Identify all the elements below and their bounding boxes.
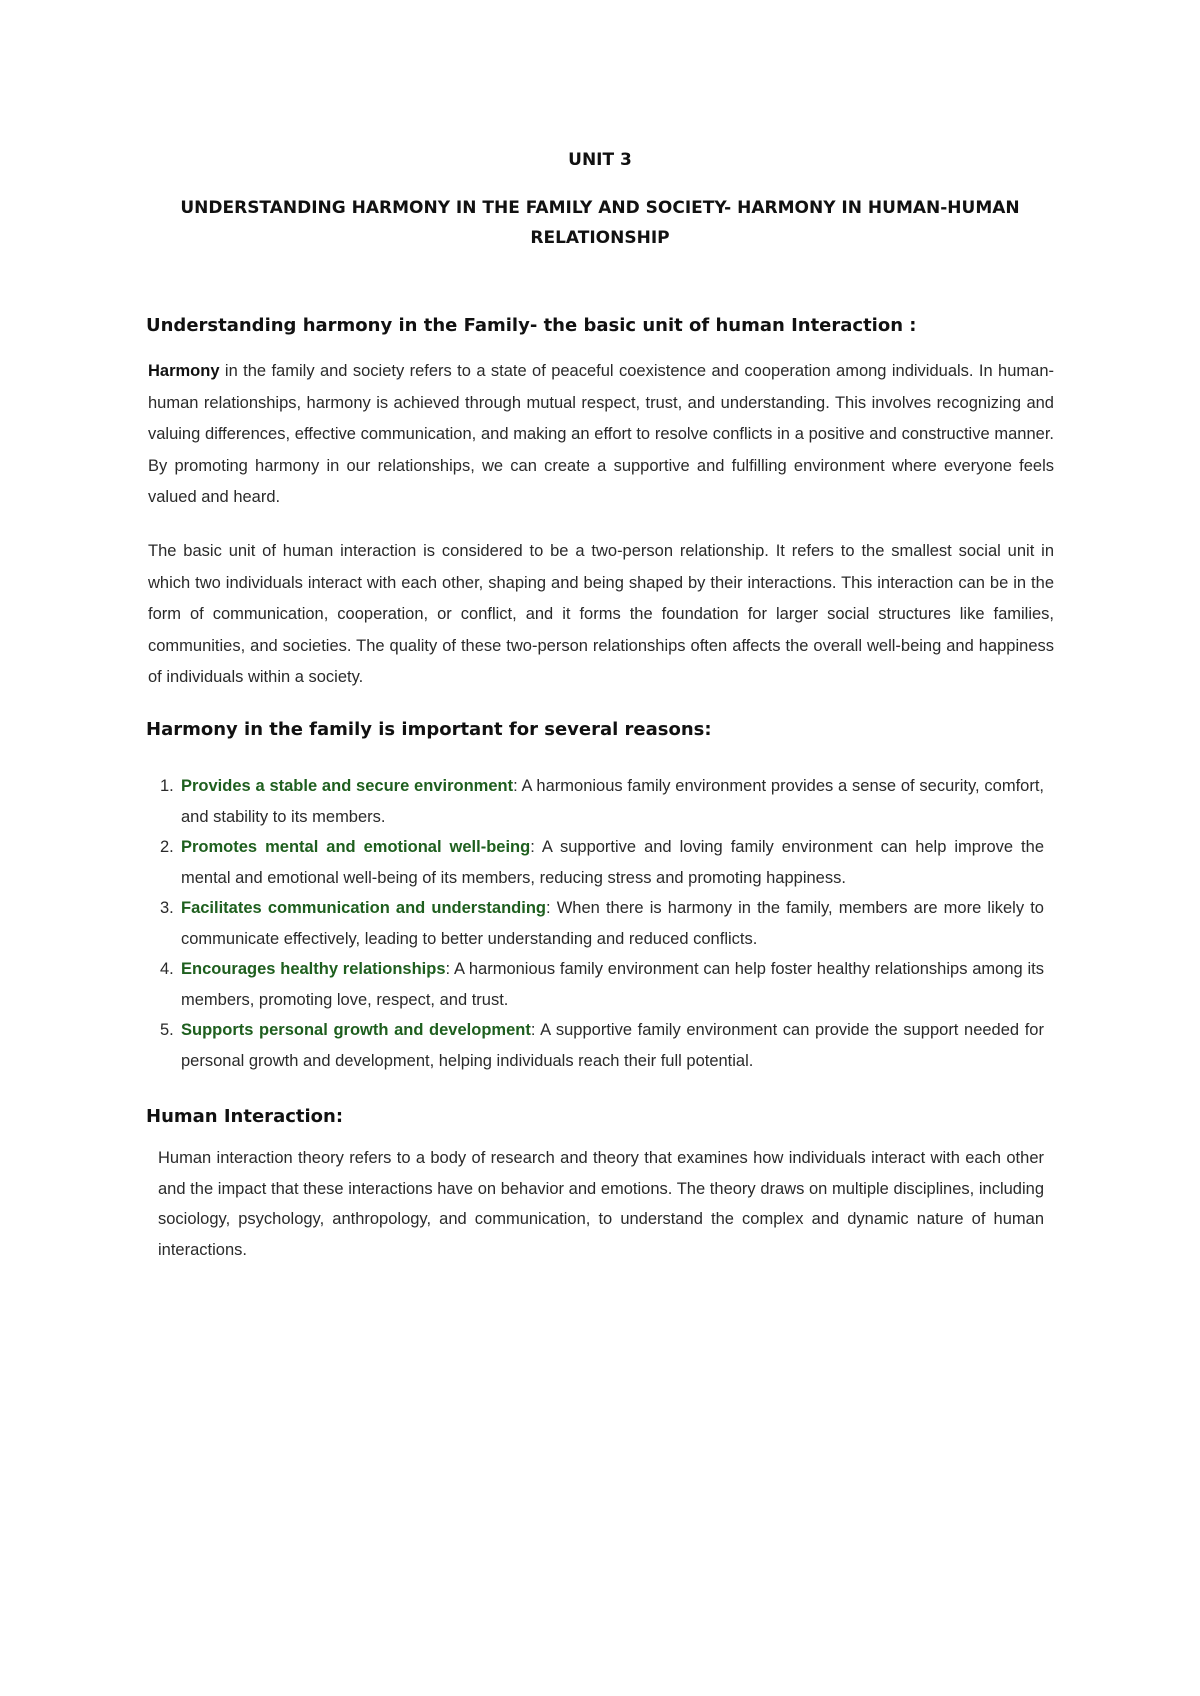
list-item-number: 2. — [160, 838, 174, 856]
list-item — [160, 954, 1044, 1015]
list-item-number: 4. — [160, 960, 174, 978]
harmony-lead-term: Harmony — [148, 362, 220, 380]
paragraph-human-interaction: Human interaction theory refers to a body of research and theory that examines how individuals interact with each other and the impact that these interactions have on behavior and emotions. The theory draws on multiple disciplines, including sociology, psychology, anthropology, and communication, to understand the complex and dynamic nature of human interactions. — [158, 1149, 1044, 1259]
paragraph-basic-unit: The basic unit of human interaction is considered to be a two-person relationship. It refers to the smallest social unit in which two individuals interact with each other, shaping and being shaped by their interactions. This interaction can be in the form of communication, cooperation, or conflict, and it forms the foundation for larger social structures like families, communities, and societies. The quality of these two-person relationships often affects the overall well-being and happiness of individuals within a society. — [148, 542, 1054, 686]
list-item — [160, 1015, 1044, 1076]
section-heading-human-interaction: Human Interaction: — [146, 1106, 344, 1127]
list-item-term: Facilitates communication and understanding — [181, 899, 546, 917]
section-heading-family-harmony: Understanding harmony in the Family- the basic unit of human Interaction : — [146, 315, 917, 336]
list-item-text: : A harmonious family environment provides a sense of security, comfort, and stability to its members. — [181, 777, 1044, 826]
list-item-text: : A supportive family environment can provide the support needed for personal growth and development, helping individuals reach their full potential. — [181, 1021, 1044, 1070]
harmony-definition-text: in the family and society refers to a state of peaceful coexistence and cooperation among individuals. In human-human relationships, harmony is achieved through mutual respect, trust, and understanding. This involves recognizing and valuing differences, effective communication, and making an effort to resolve conflicts in a positive and constructive manner. By promoting harmony in our relationships, we can create a supportive and fulfilling environment where everyone feels valued and heard. — [148, 362, 1054, 506]
list-item-number: 5. — [160, 1021, 174, 1039]
paragraph-harmony-definition — [148, 356, 1054, 514]
list-item-term: Provides a stable and secure environment — [181, 777, 514, 795]
page-title: UNDERSTANDING HARMONY IN THE FAMILY AND SOCIETY- HARMONY IN HUMAN-HUMAN RELATIONSHIP — [180, 198, 1020, 248]
unit-title: UNIT 3 — [568, 150, 632, 170]
list-item-number: 3. — [160, 899, 174, 917]
reasons-list — [160, 771, 1044, 1076]
list-item-text: : A harmonious family environment can help foster healthy relationships among its members, promoting love, respect, and trust. — [181, 960, 1044, 1009]
list-item-term: Promotes mental and emotional well-being — [181, 838, 531, 856]
section-heading-importance: Harmony in the family is important for several reasons: — [146, 719, 712, 740]
list-item-number: 1. — [160, 777, 174, 795]
list-item — [160, 771, 1044, 832]
list-item-term: Encourages healthy relationships — [181, 960, 446, 978]
list-item-term: Supports personal growth and development — [181, 1021, 531, 1039]
list-item — [160, 832, 1044, 893]
list-item — [160, 893, 1044, 954]
list-item-text: : When there is harmony in the family, members are more likely to communicate effectively, leading to better understanding and reduced conflicts. — [181, 899, 1044, 948]
list-item-text: : A supportive and loving family environment can help improve the mental and emotional well-being of its members, reducing stress and promoting happiness. — [181, 838, 1044, 887]
